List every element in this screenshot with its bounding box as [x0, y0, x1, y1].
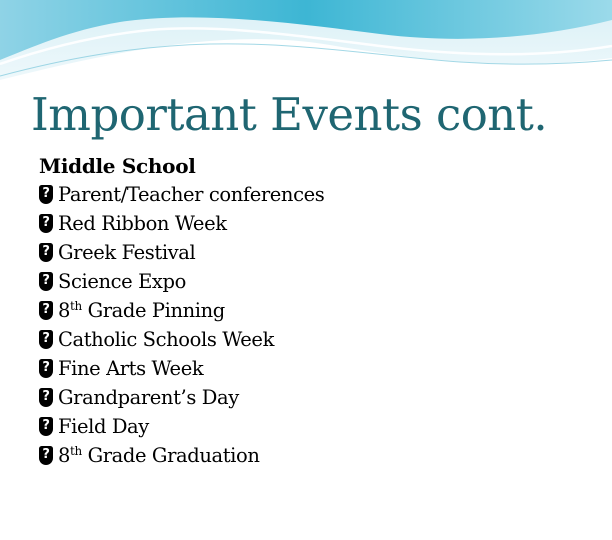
list-item-grandparents-day: [39, 383, 599, 412]
list-item-label: Field Day: [58, 415, 149, 438]
list-item-label: Fine Arts Week: [58, 357, 204, 380]
list-item-8th-grade-pinning: [39, 296, 599, 325]
slide-content: [39, 152, 599, 470]
list-item-label: Greek Festival: [58, 241, 196, 264]
replacement-char-icon: [39, 272, 53, 291]
list-item-parent-teacher-conferences: [39, 180, 599, 209]
list-item-science-expo: [39, 267, 599, 296]
replacement-char-icon: [39, 446, 53, 465]
replacement-char-icon: [39, 417, 53, 436]
events-list: [39, 180, 599, 470]
list-item-label: 8th Grade Pinning: [58, 299, 225, 322]
list-item-fine-arts-week: [39, 354, 599, 383]
list-item-label: Red Ribbon Week: [58, 212, 227, 235]
list-item-label: Catholic Schools Week: [58, 328, 274, 351]
replacement-char-icon: [39, 330, 53, 349]
list-item-catholic-schools-week: [39, 325, 599, 354]
list-item-label: 8th Grade Graduation: [58, 444, 260, 467]
replacement-char-icon: [39, 243, 53, 262]
replacement-char-icon: [39, 388, 53, 407]
replacement-char-icon: [39, 359, 53, 378]
list-item-greek-festival: [39, 238, 599, 267]
list-item-8th-grade-graduation: [39, 441, 599, 470]
list-item-field-day: [39, 412, 599, 441]
replacement-char-icon: [39, 185, 53, 204]
section-heading: Middle School: [39, 154, 196, 178]
replacement-char-icon: [39, 301, 53, 320]
header-wave-decoration: [0, 0, 612, 90]
replacement-char-icon: [39, 214, 53, 233]
page-title: Important Events cont.: [31, 88, 548, 141]
list-item-label: Parent/Teacher conferences: [58, 183, 325, 206]
list-item-red-ribbon-week: [39, 209, 599, 238]
list-item-label: Grandparent’s Day: [58, 386, 239, 409]
list-item-label: Science Expo: [58, 270, 186, 293]
